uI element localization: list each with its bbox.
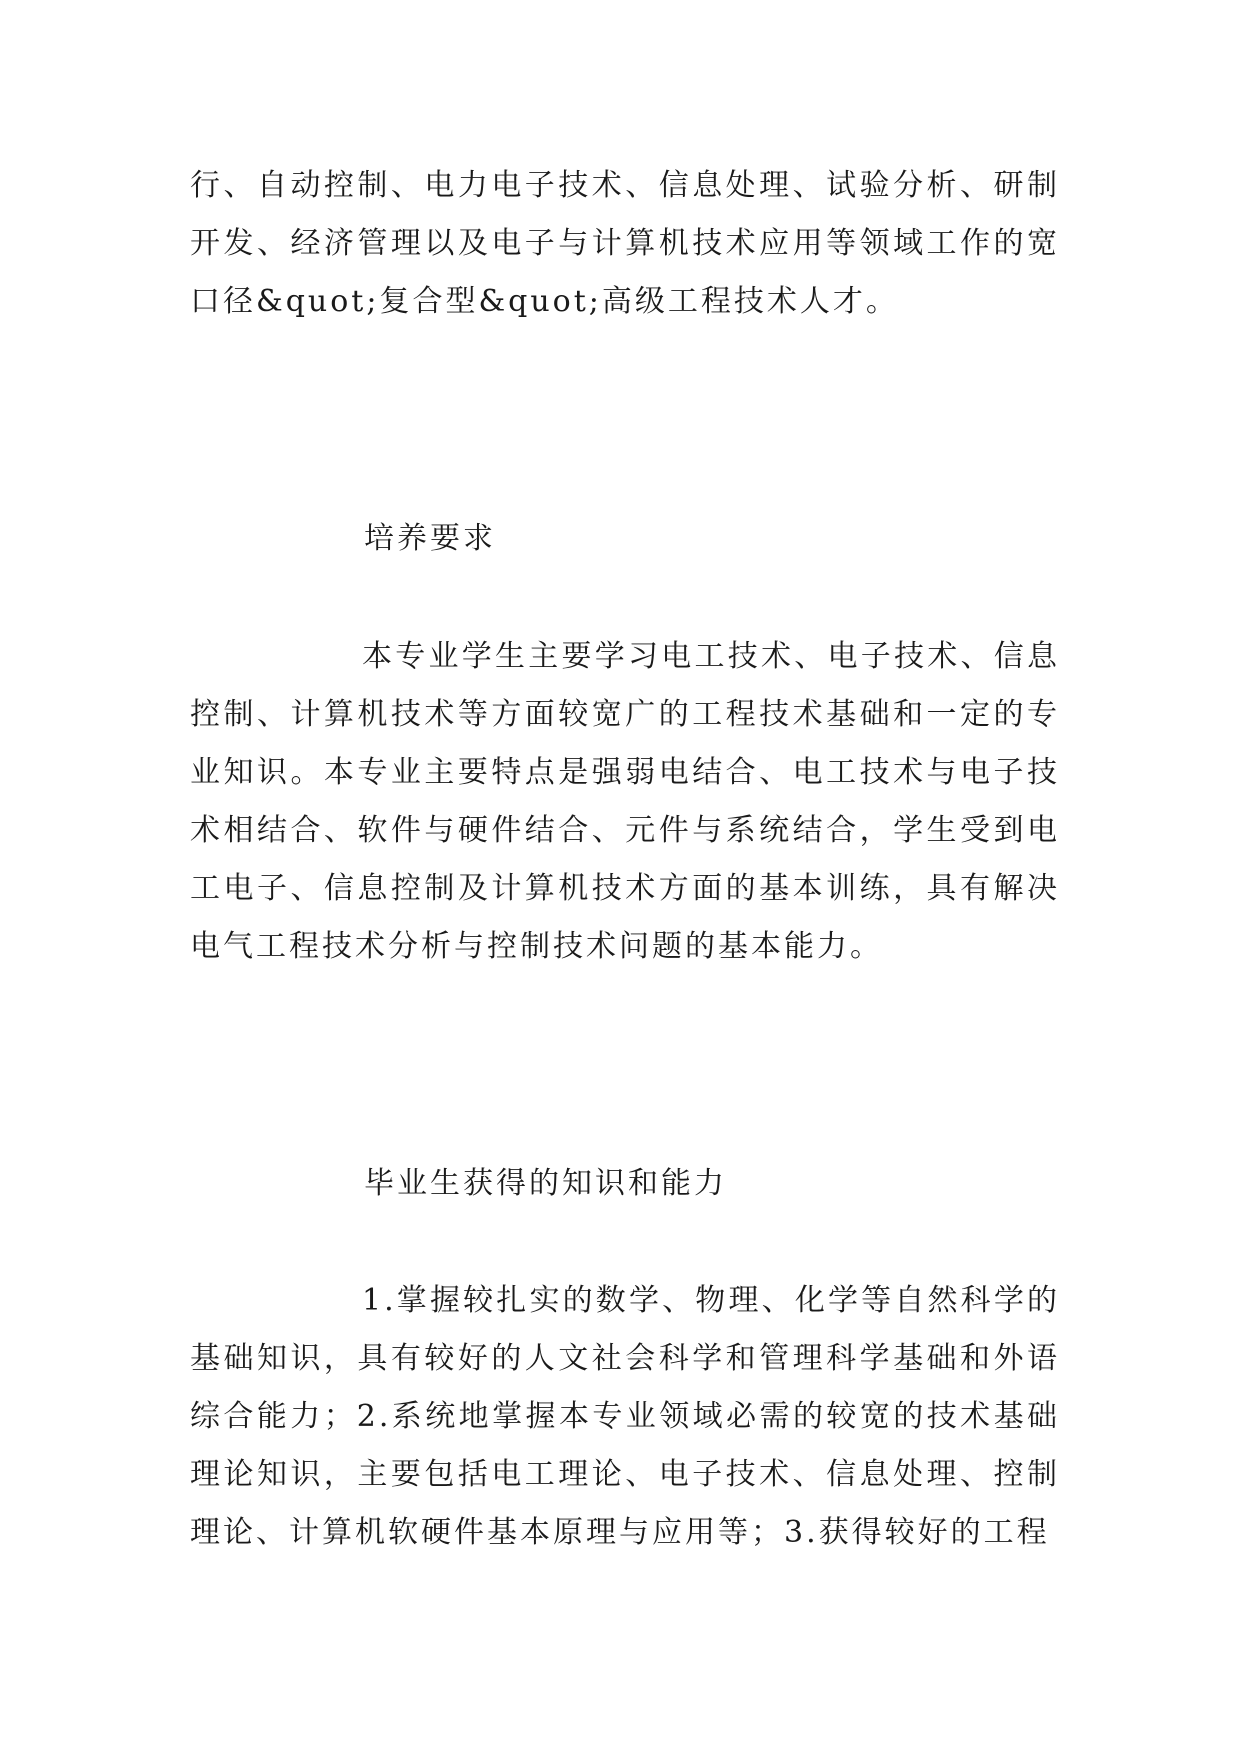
section-heading-training-requirements: 培养要求	[364, 521, 496, 556]
paragraph-graduate-knowledge: 1.掌握较扎实的数学、物理、化学等自然科学的基础知识，具有较好的人文社会科学和管理科学基础和外语综合能力；2.系统地掌握本专业领域必需的较宽的技术基础理论知识，主要包括电工理论、电子技术、信息处理、控制理论、计算机软硬件基本原理与应用等；3.获得较好的工程	[190, 1283, 1060, 1550]
paragraph-training-requirements: 本专业学生主要学习电工技术、电子技术、信息控制、计算机技术等方面较宽广的工程技术基础和一定的专业知识。本专业主要特点是强弱电结合、电工技术与电子技术相结合、软件与硬件结合、元件与系统结合，学生受到电工电子、信息控制及计算机技术方面的基本训练，具有解决电气工程技术分析与控制技术问题的基本能力。	[190, 639, 1060, 964]
paragraph-training-goal-continued: 行、自动控制、电力电子技术、信息处理、试验分析、研制开发、经济管理以及电子与计算机技术应用等领域工作的宽口径&quot;复合型&quot;高级工程技术人才。	[190, 168, 1060, 319]
section-heading-graduate-knowledge: 毕业生获得的知识和能力	[364, 1166, 727, 1201]
